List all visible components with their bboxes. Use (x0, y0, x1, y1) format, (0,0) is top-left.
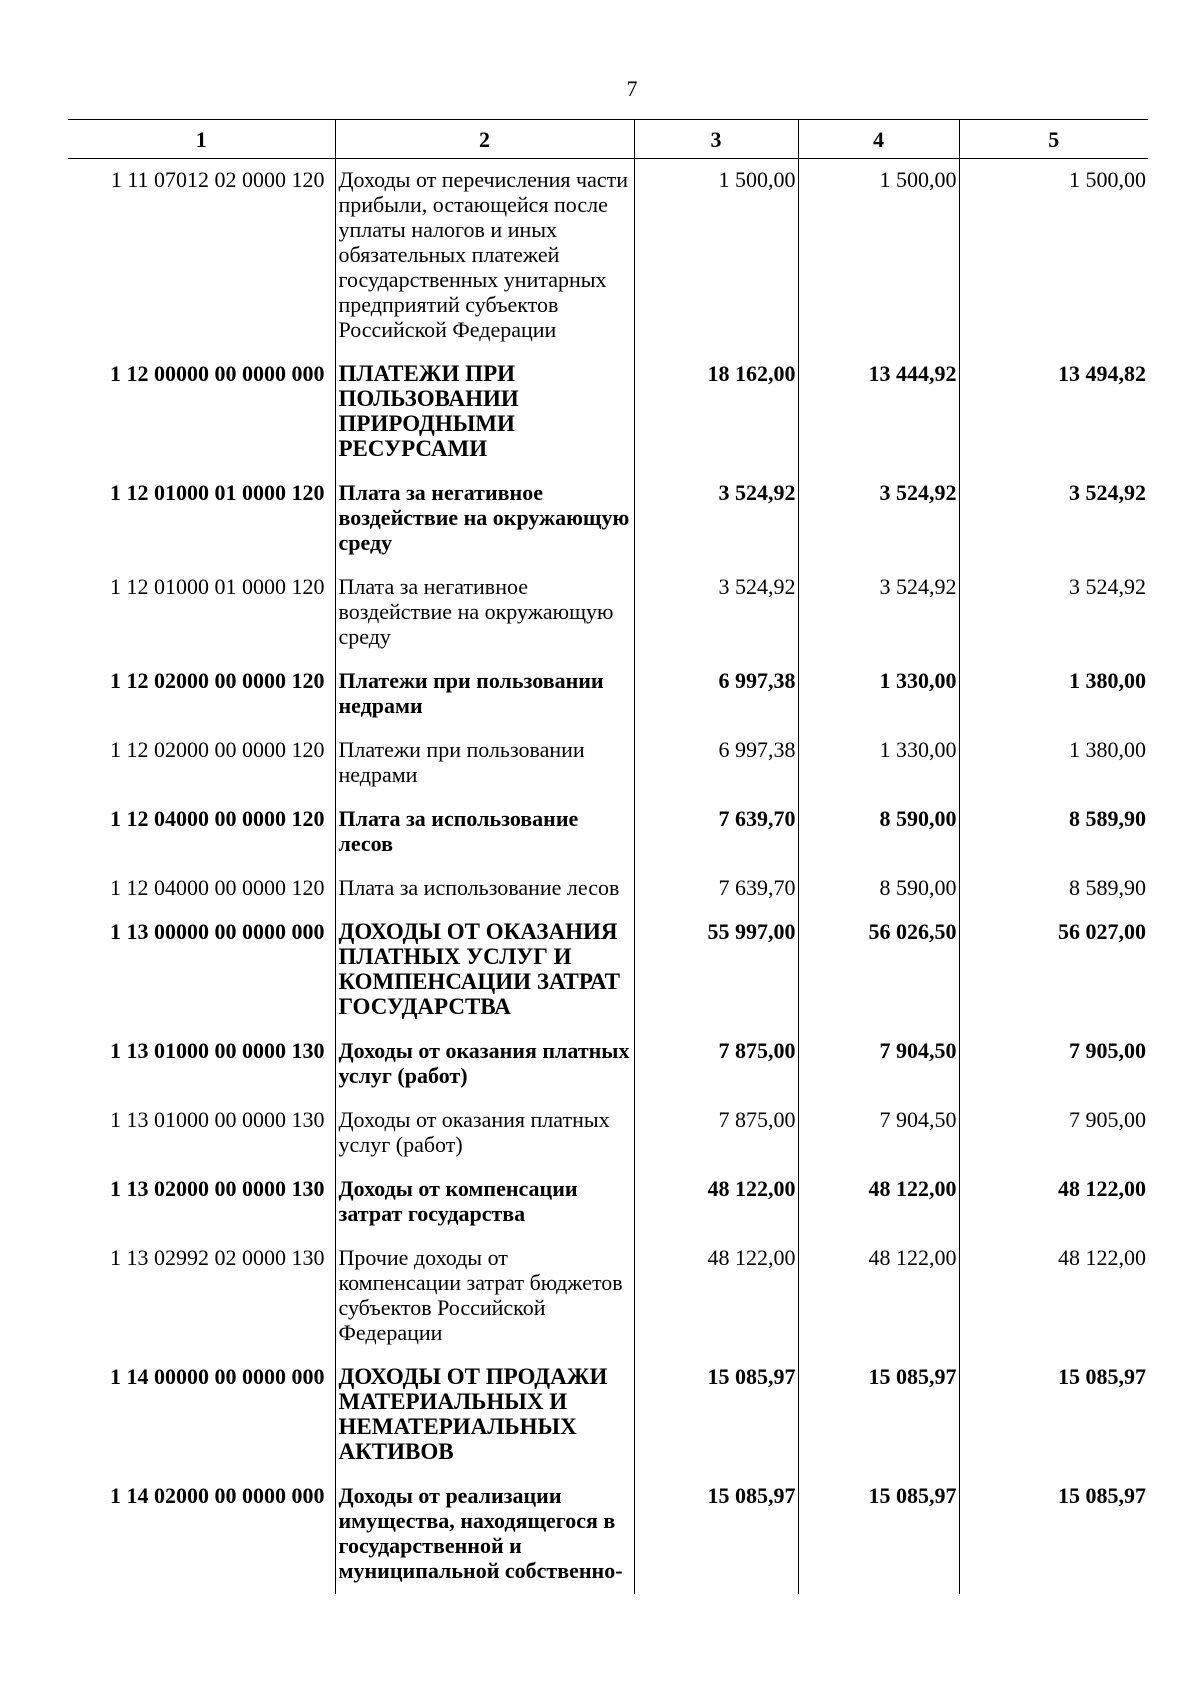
value-col3-cell: 15 085,97 (634, 1475, 798, 1594)
name-cell: Доходы от оказания платных услуг (работ) (335, 1099, 634, 1168)
name-cell: Доходы от оказания платных услуг (работ) (335, 1030, 634, 1099)
table-row (68, 867, 1148, 911)
table-row (68, 353, 1148, 472)
value-col3-cell: 7 639,70 (634, 798, 798, 867)
value-col3-cell: 7 875,00 (634, 1099, 798, 1168)
value-col5-cell: 1 500,00 (959, 159, 1148, 354)
value-col5-cell: 8 589,90 (959, 798, 1148, 867)
name-cell: Доходы от компенсации затрат государства (335, 1168, 634, 1237)
table-row (68, 159, 1148, 354)
code-cell: 1 14 00000 00 0000 000 (110, 1364, 325, 1389)
value-col4-cell: 48 122,00 (798, 1168, 959, 1237)
value-col4-cell: 1 500,00 (798, 159, 959, 354)
code-cell: 1 12 04000 00 0000 120 (110, 875, 325, 900)
value-col4-cell: 7 904,50 (798, 1030, 959, 1099)
value-col4-cell: 8 590,00 (798, 798, 959, 867)
value-col5-cell: 7 905,00 (959, 1099, 1148, 1168)
value-col4-cell: 56 026,50 (798, 911, 959, 1030)
table-row (68, 472, 1148, 566)
value-col5-cell: 1 380,00 (959, 660, 1148, 729)
value-col4-cell: 3 524,92 (798, 566, 959, 660)
code-cell: 1 11 07012 02 0000 120 (110, 167, 325, 192)
value-col5-cell: 56 027,00 (959, 911, 1148, 1030)
name-cell: Плата за негативное воздействие на окружающую среду (335, 472, 634, 566)
page-number: 7 (626, 76, 638, 101)
name-cell: Плата за негативное воздействие на окружающую среду (335, 566, 634, 660)
value-col5-cell: 7 905,00 (959, 1030, 1148, 1099)
value-col4-cell: 1 330,00 (798, 660, 959, 729)
table-row (68, 1356, 1148, 1475)
name-cell: Платежи при пользовании недрами (335, 729, 634, 798)
code-cell: 1 13 02992 02 0000 130 (110, 1245, 325, 1270)
table-row (68, 798, 1148, 867)
table-row (68, 1237, 1148, 1356)
table-row (68, 566, 1148, 660)
code-cell: 1 13 01000 00 0000 130 (110, 1038, 325, 1063)
name-cell: Прочие доходы от компенсации затрат бюджетов субъектов Российской Федерации (335, 1237, 634, 1356)
value-col3-cell: 55 997,00 (634, 911, 798, 1030)
value-col3-cell: 15 085,97 (634, 1356, 798, 1475)
value-col5-cell: 3 524,92 (959, 566, 1148, 660)
column-header-col5: 5 (959, 120, 1148, 159)
name-cell: Доходы от перечисления части прибыли, остающейся после уплаты налогов и иных обязательных платежей государственных унитарных предприятий субъектов Российской Федерации (335, 159, 634, 354)
table-row (68, 729, 1148, 798)
table-row (68, 911, 1148, 1030)
column-header-code: 1 (68, 120, 335, 159)
value-col4-cell: 3 524,92 (798, 472, 959, 566)
value-col5-cell: 3 524,92 (959, 472, 1148, 566)
value-col3-cell: 3 524,92 (634, 566, 798, 660)
code-cell: 1 13 02000 00 0000 130 (110, 1176, 325, 1201)
value-col4-cell: 7 904,50 (798, 1099, 959, 1168)
value-col4-cell: 48 122,00 (798, 1237, 959, 1356)
table-row (68, 1099, 1148, 1168)
table-row (68, 1168, 1148, 1237)
value-col3-cell: 6 997,38 (634, 660, 798, 729)
value-col4-cell: 1 330,00 (798, 729, 959, 798)
code-cell: 1 13 01000 00 0000 130 (110, 1107, 325, 1132)
name-cell: Платежи при пользовании недрами (335, 660, 634, 729)
value-col4-cell: 13 444,92 (798, 353, 959, 472)
code-cell: 1 13 00000 00 0000 000 (110, 919, 325, 944)
code-cell: 1 12 04000 00 0000 120 (110, 806, 325, 831)
value-col5-cell: 48 122,00 (959, 1168, 1148, 1237)
value-col3-cell: 7 639,70 (634, 867, 798, 911)
table-header (68, 120, 1148, 159)
code-cell: 1 12 02000 00 0000 120 (110, 737, 325, 762)
value-col5-cell: 13 494,82 (959, 353, 1148, 472)
table-row (68, 1030, 1148, 1099)
value-col4-cell: 8 590,00 (798, 867, 959, 911)
value-col5-cell: 8 589,90 (959, 867, 1148, 911)
value-col5-cell: 15 085,97 (959, 1356, 1148, 1475)
name-cell: ДОХОДЫ ОТ ПРОДАЖИ МАТЕРИАЛЬНЫХ И НЕМАТЕРИАЛЬНЫХ АКТИВОВ (335, 1356, 634, 1475)
value-col3-cell: 48 122,00 (634, 1168, 798, 1237)
code-cell: 1 14 02000 00 0000 000 (110, 1483, 325, 1508)
name-cell: Плата за использование лесов (335, 867, 634, 911)
code-cell: 1 12 02000 00 0000 120 (110, 668, 325, 693)
column-header-col4: 4 (798, 120, 959, 159)
value-col5-cell: 1 380,00 (959, 729, 1148, 798)
code-cell: 1 12 01000 01 0000 120 (110, 574, 325, 599)
value-col5-cell: 48 122,00 (959, 1237, 1148, 1356)
value-col3-cell: 48 122,00 (634, 1237, 798, 1356)
column-header-name: 2 (335, 120, 634, 159)
code-cell: 1 12 00000 00 0000 000 (110, 361, 325, 386)
table-row (68, 1475, 1148, 1594)
code-cell: 1 12 01000 01 0000 120 (110, 480, 325, 505)
value-col3-cell: 3 524,92 (634, 472, 798, 566)
value-col3-cell: 6 997,38 (634, 729, 798, 798)
value-col3-cell: 18 162,00 (634, 353, 798, 472)
value-col5-cell: 15 085,97 (959, 1475, 1148, 1594)
value-col4-cell: 15 085,97 (798, 1356, 959, 1475)
header-row (68, 120, 1148, 159)
revenue-table (68, 119, 1148, 1594)
table-body (68, 159, 1148, 1595)
value-col3-cell: 1 500,00 (634, 159, 798, 354)
name-cell: Доходы от реализации имущества, находящегося в государственной и муниципальной собственно- (335, 1475, 634, 1594)
value-col4-cell: 15 085,97 (798, 1475, 959, 1594)
value-col3-cell: 7 875,00 (634, 1030, 798, 1099)
name-cell: Плата за использование лесов (335, 798, 634, 867)
table-row (68, 660, 1148, 729)
column-header-col3: 3 (634, 120, 798, 159)
name-cell: ПЛАТЕЖИ ПРИ ПОЛЬЗОВАНИИ ПРИРОДНЫМИ РЕСУРСАМИ (335, 353, 634, 472)
name-cell: ДОХОДЫ ОТ ОКАЗАНИЯ ПЛАТНЫХ УСЛУГ И КОМПЕНСАЦИИ ЗАТРАТ ГОСУДАРСТВА (335, 911, 634, 1030)
